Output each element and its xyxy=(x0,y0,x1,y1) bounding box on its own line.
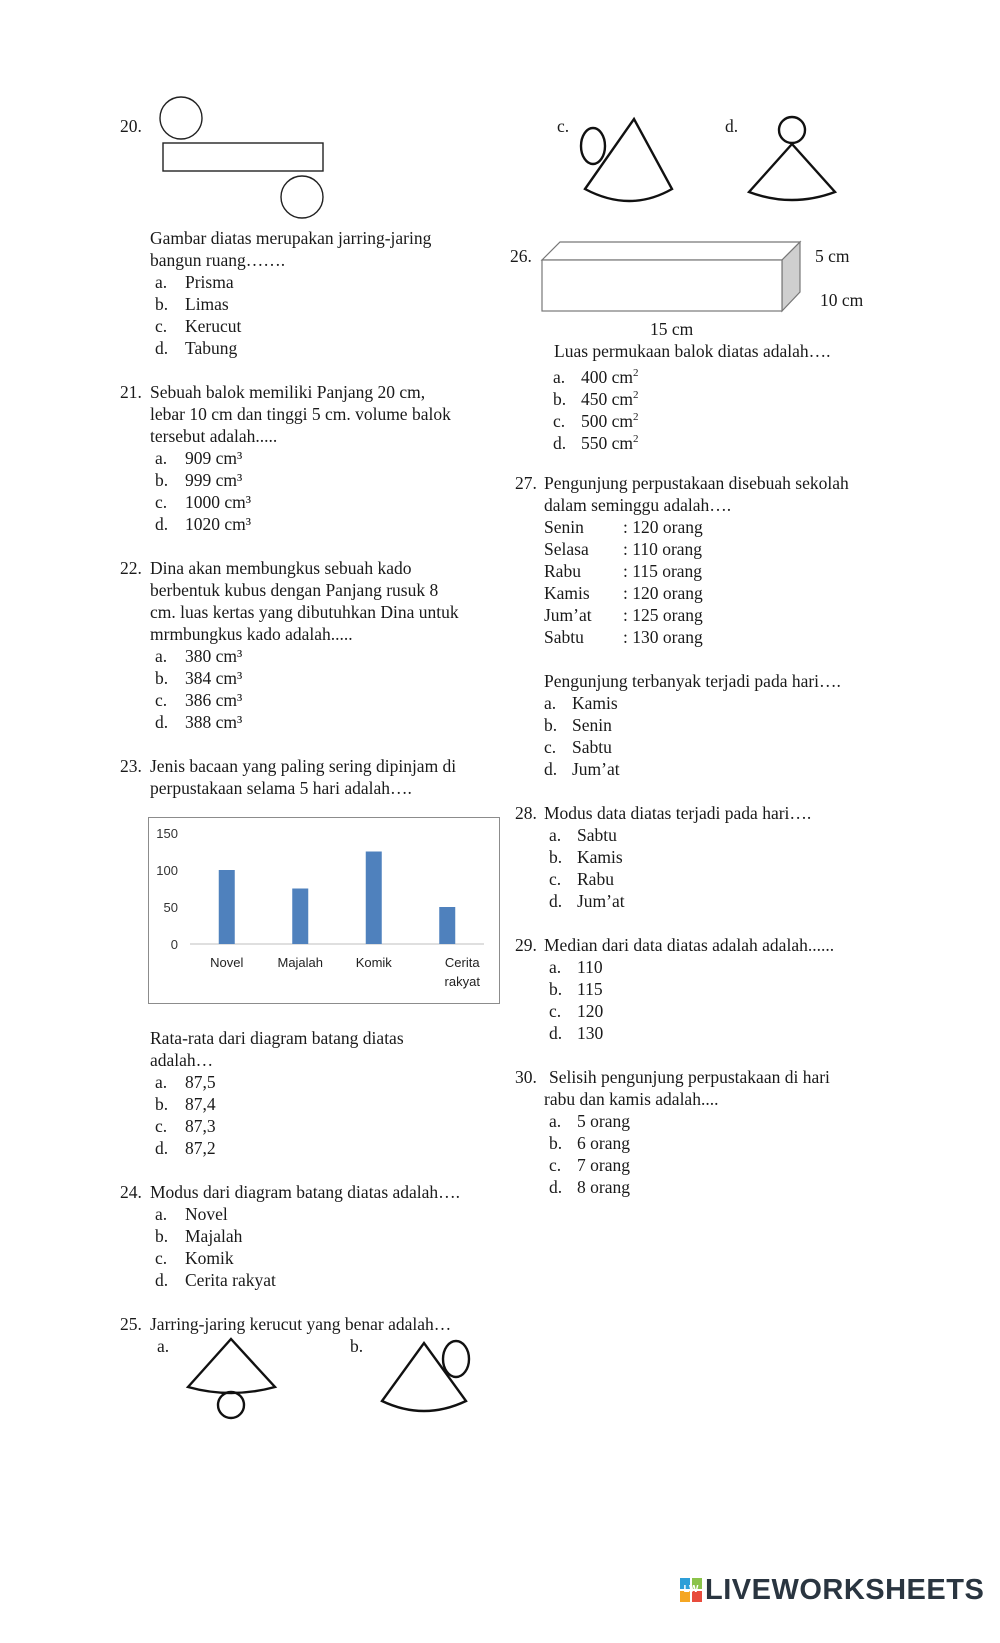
q25-option-a-label[interactable]: a. xyxy=(157,1336,170,1356)
visitor-row-value: : 115 orang xyxy=(623,561,703,581)
q29-option-c[interactable]: c. 120 xyxy=(549,1001,604,1021)
q23-stem-line-1: Jenis bacaan yang paling sering dipinjam di xyxy=(150,756,457,776)
q25-stem-line-1: Jarring-jaring kerucut yang benar adalah… xyxy=(150,1314,452,1334)
q24-option-b[interactable]: b. Majalah xyxy=(155,1226,243,1246)
q29-option-b[interactable]: b. 115 xyxy=(549,979,603,999)
q22-stem-line-1: Dina akan membungkus sebuah kado xyxy=(150,558,412,578)
q23-option-d[interactable]: d. 87,2 xyxy=(155,1138,216,1158)
dimension-width-label: 5 cm xyxy=(815,246,850,266)
q30-option-d[interactable]: d. 8 orang xyxy=(549,1177,630,1197)
q22-stem-line-4: mrmbungkus kado adalah..... xyxy=(150,624,353,644)
q30-option-c[interactable]: c. 7 orang xyxy=(549,1155,630,1175)
q23-number: 23. xyxy=(120,756,142,776)
x-category-label: Komik xyxy=(355,955,392,970)
dimension-length-label: 15 cm xyxy=(650,319,694,339)
q28-number: 28. xyxy=(515,803,537,823)
cone-net-option-d[interactable] xyxy=(745,114,845,212)
liveworksheets-logo[interactable] xyxy=(680,1571,984,1605)
visitor-row-value: : 120 orang xyxy=(623,583,703,603)
dimension-height-label: 10 cm xyxy=(820,290,864,310)
q27-option-d[interactable]: d. Jum’at xyxy=(544,759,620,779)
q21-option-b[interactable]: b. 999 cm³ xyxy=(155,470,243,490)
x-category-label: Cerita xyxy=(444,955,480,970)
q24-number: 24. xyxy=(120,1182,142,1202)
q26-option-c[interactable]: c. 500 $cm^2$ xyxy=(553,410,639,431)
q23-option-a[interactable]: a. 87,5 xyxy=(155,1072,216,1092)
rectangle-shape xyxy=(163,143,323,171)
cuboid-top-face xyxy=(542,242,800,260)
top-circle-shape xyxy=(160,97,202,139)
visitor-row-day: Jum’at xyxy=(544,605,592,625)
cuboid-figure xyxy=(540,240,800,320)
q28-option-c[interactable]: c. Rabu xyxy=(549,869,614,889)
base-circle-shape xyxy=(218,1392,244,1418)
q30-option-b[interactable]: b. 6 orang xyxy=(549,1133,630,1153)
base-circle-shape xyxy=(443,1341,469,1377)
q25-option-b-label[interactable]: b. xyxy=(350,1336,364,1356)
visitor-row-value: : 120 orang xyxy=(623,517,703,537)
q27-option-a[interactable]: a. Kamis xyxy=(544,693,618,713)
q20-option-a[interactable]: a. Prisma xyxy=(155,272,234,292)
bar-komik xyxy=(366,852,382,945)
q30-number: 30. xyxy=(515,1067,537,1087)
q27-stem-line-3: Pengunjung terbanyak terjadi pada hari…. xyxy=(544,671,841,691)
q21-stem-line-2: lebar 10 cm dan tinggi 5 cm. volume balok xyxy=(150,404,451,424)
q30-stem-line-1: Selisih pengunjung perpustakaan di hari xyxy=(549,1067,830,1087)
q27-option-b[interactable]: b. Senin xyxy=(544,715,612,735)
bar-novel xyxy=(219,870,235,944)
q21-option-d[interactable]: d. 1020 cm³ xyxy=(155,514,252,534)
bar-chart xyxy=(148,817,500,1004)
q25-number: 25. xyxy=(120,1314,142,1334)
q28-option-d[interactable]: d. Jum’at xyxy=(549,891,625,911)
q24-option-d[interactable]: d. Cerita rakyat xyxy=(155,1270,276,1290)
cuboid-front-face xyxy=(542,260,782,311)
q23-option-b[interactable]: b. 87,4 xyxy=(155,1094,216,1114)
q21-option-c[interactable]: c. 1000 cm³ xyxy=(155,492,252,512)
q30-stem-line-2: rabu dan kamis adalah.... xyxy=(544,1089,719,1109)
q25-option-c-label[interactable]: c. xyxy=(557,116,570,136)
q20-option-d[interactable]: d. Tabung xyxy=(155,338,238,358)
q28-stem-line-1: Modus data diatas terjadi pada hari…. xyxy=(544,803,812,823)
y-tick-label: 50 xyxy=(163,900,178,915)
logo-mark-icon: LW xyxy=(680,1578,702,1602)
q29-option-a[interactable]: a. 110 xyxy=(549,957,603,977)
y-tick-label: 0 xyxy=(170,937,178,952)
q20-option-c[interactable]: c. Kerucut xyxy=(155,316,242,336)
visitor-row-day: Selasa xyxy=(544,539,589,559)
q20-number: 20. xyxy=(120,116,142,136)
q22-option-c[interactable]: c. 386 cm³ xyxy=(155,690,243,710)
sector-shape xyxy=(749,144,835,200)
q20-stem-line-2: bangun ruang……. xyxy=(150,250,286,270)
q22-stem-line-2: berbentuk kubus dengan Panjang rusuk 8 xyxy=(150,580,439,600)
visitor-row-value: : 130 orang xyxy=(623,627,703,647)
visitor-row-day: Sabtu xyxy=(544,627,584,647)
q26-option-a[interactable]: a. 400 $cm^2$ xyxy=(553,366,639,387)
y-tick-label: 150 xyxy=(156,826,178,841)
q21-stem-line-3: tersebut adalah..... xyxy=(150,426,278,446)
q24-stem-line-1: Modus dari diagram batang diatas adalah…. xyxy=(150,1182,461,1202)
q23-option-c[interactable]: c. 87,3 xyxy=(155,1116,216,1136)
q21-option-a[interactable]: a. 909 cm³ xyxy=(155,448,243,468)
x-category-label: rakyat xyxy=(444,974,480,989)
net-cylinder-figure xyxy=(150,96,330,221)
x-category-label: Novel xyxy=(210,955,244,970)
q22-stem-line-3: cm. luas kertas yang dibutuhkan Dina untuk xyxy=(150,602,459,622)
q24-option-a[interactable]: a. Novel xyxy=(155,1204,228,1224)
q26-number: 26. xyxy=(510,246,532,266)
q27-stem-line-2: dalam seminggu adalah…. xyxy=(544,495,732,515)
q29-stem-line-1: Median dari data diatas adalah adalah...... xyxy=(544,935,835,955)
cone-net-option-b[interactable] xyxy=(378,1337,478,1417)
q23-after-line-2: adalah… xyxy=(150,1050,214,1070)
q29-option-d[interactable]: d. 130 xyxy=(549,1023,604,1043)
q22-option-a[interactable]: a. 380 cm³ xyxy=(155,646,243,666)
q22-option-d[interactable]: d. 388 cm³ xyxy=(155,712,243,732)
q24-option-c[interactable]: c. Komik xyxy=(155,1248,234,1268)
q20-stem-line-1: Gambar diatas merupakan jarring-jaring xyxy=(150,228,432,248)
q21-number: 21. xyxy=(120,382,142,402)
sector-shape xyxy=(585,119,672,201)
q21-stem-line-1: Sebuah balok memiliki Panjang 20 cm, xyxy=(150,382,426,402)
q26-option-d[interactable]: d. 550 $cm^2$ xyxy=(553,432,639,453)
bar-cerita-rakyat xyxy=(439,907,455,944)
q25-option-d-label[interactable]: d. xyxy=(725,116,739,136)
q22-option-b[interactable]: b. 384 cm³ xyxy=(155,668,243,688)
base-circle-shape xyxy=(581,128,605,164)
q20-option-b[interactable]: b. Limas xyxy=(155,294,229,314)
q27-number: 27. xyxy=(515,473,537,493)
bottom-circle-shape xyxy=(281,176,323,218)
cone-net-option-c[interactable] xyxy=(580,117,680,212)
visitor-row-day: Kamis xyxy=(544,583,590,603)
bar-majalah xyxy=(292,889,308,945)
cone-net-option-a[interactable] xyxy=(183,1337,283,1419)
q23-after-line-1: Rata-rata dari diagram batang diatas xyxy=(150,1028,404,1048)
q29-number: 29. xyxy=(515,935,537,955)
q28-option-a[interactable]: a. Sabtu xyxy=(549,825,617,845)
q22-number: 22. xyxy=(120,558,142,578)
q26-stem-line-1: Luas permukaan balok diatas adalah…. xyxy=(554,341,831,361)
q27-stem-line-1: Pengunjung perpustakaan disebuah sekolah xyxy=(544,473,849,493)
visitor-row-day: Senin xyxy=(544,517,584,537)
brand-name: LIVEWORKSHEETS xyxy=(705,1573,985,1606)
base-circle-shape xyxy=(779,117,805,143)
q30-option-a[interactable]: a. 5 orang xyxy=(549,1111,630,1131)
visitor-row-value: : 110 orang xyxy=(623,539,703,559)
q23-stem-line-2: perpustakaan selama 5 hari adalah…. xyxy=(150,778,412,798)
y-tick-label: 100 xyxy=(156,863,178,878)
q28-option-b[interactable]: b. Kamis xyxy=(549,847,623,867)
sector-shape xyxy=(188,1339,275,1393)
visitor-row-day: Rabu xyxy=(544,561,581,581)
q26-option-b[interactable]: b. 450 $cm^2$ xyxy=(553,388,639,409)
x-category-label: Majalah xyxy=(277,955,324,970)
q27-option-c[interactable]: c. Sabtu xyxy=(544,737,612,757)
visitor-row-value: : 125 orang xyxy=(623,605,703,625)
